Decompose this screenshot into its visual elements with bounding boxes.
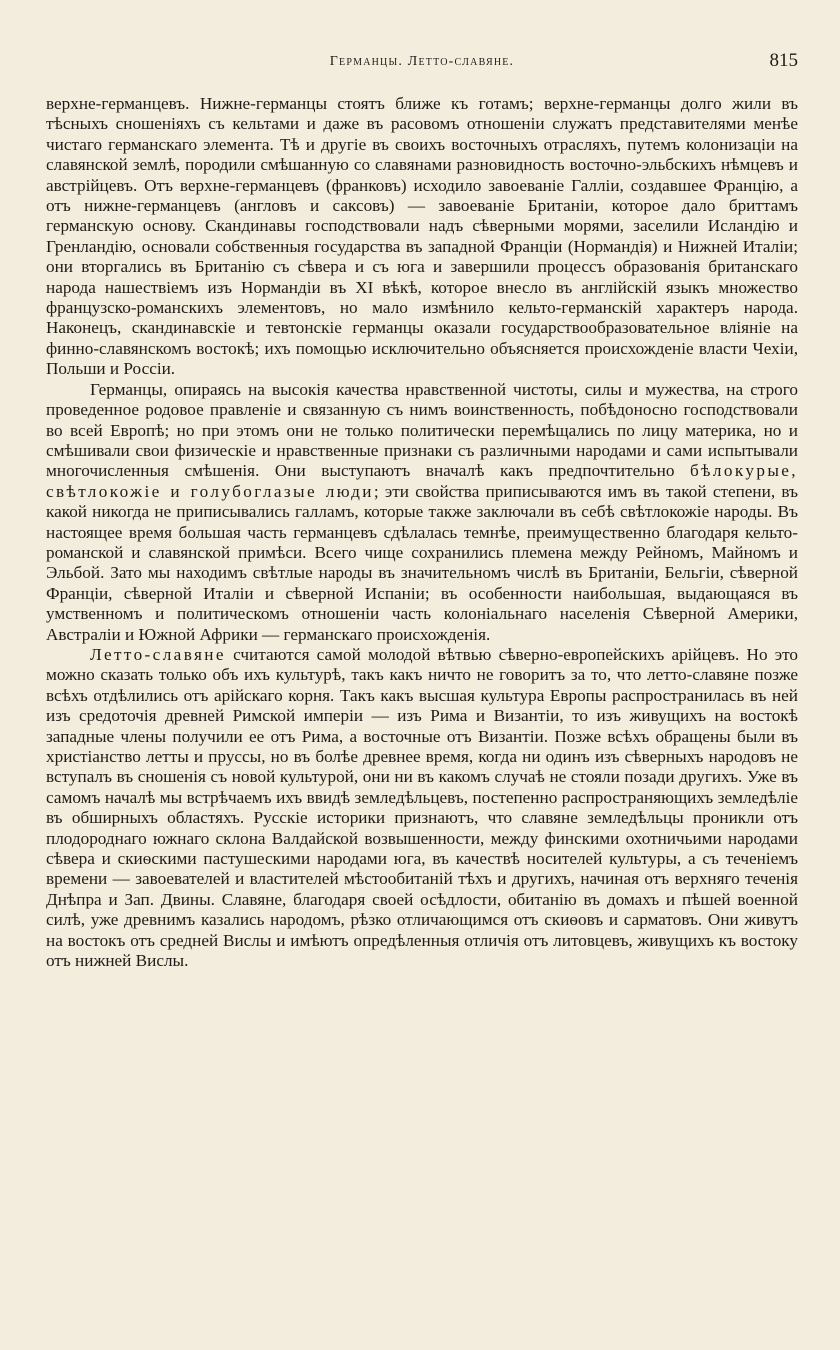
paragraph-germans-qualities: [46, 380, 798, 645]
paragraph-germans-branches: верхне-германцевъ. Нижне-германцы стоятъ ближе къ готамъ; верхне-германцы долго жили въ тѣсныхъ сношеніяхъ съ кельтами и даже въ расовомъ отношеніи служатъ представителями менѣе чистаго германскаго элемента. Тѣ и другіе въ своихъ восточныхъ отрасляхъ, путемъ колонизаціи на славянской землѣ, породили смѣшанную со славянами разновидность восточно-эльбскихъ нѣмцевъ и австрійцевъ. Отъ верхне-германцевъ (франковъ) исходило завоеваніе Галліи, создавшее Францію, а отъ нижне-германцевъ (англовъ и саксовъ) — завоеваніе Британіи, которое дало бриттамъ германскую основу. Скандинавы господствовали надъ сѣверными морями, заселили Исландію и Гренландію, основали собственныя государства въ западной Франціи (Нормандія) и Нижней Италіи; они вторгались въ Британію съ сѣвера и съ юга и завершили процессъ образованія британскаго народа нашествіемъ изъ Нормандіи въ XI вѣкѣ, которое внесло въ англійскій языкъ множество французско-романскихъ элементовъ, но мало измѣнило кельто-германскій характеръ народа. Наконецъ, скандинавскіе и тевтонскіе германцы оказали государствообразовательное вліяніе на финно-славянскомъ востокѣ; ихъ помощью исключительно объясняется происхожденіе власти Чехіи, Польши и Россіи.: [46, 94, 798, 379]
running-head: Германцы. Летто-славяне.: [329, 54, 515, 69]
spaced-emphasis: Летто-славяне: [90, 644, 226, 664]
page-number: 815: [769, 50, 798, 71]
book-page: [46, 44, 798, 1334]
body-text: [46, 94, 798, 971]
paragraph-text: считаются самой молодой вѣтвью сѣверно-европейскихъ арійцевъ. Но это можно сказать только объ ихъ культурѣ, такъ какъ ничто не говоритъ за то, что летто-славяне позже всѣхъ отдѣлились отъ арійскаго корня. Такъ какъ высшая культура Европы распространилась въ ней изъ средоточія древней Римской имперіи — изъ Рима и Византіи, то изъ живущихъ на востокѣ западные члены получили ее отъ Рима, а восточные отъ Византіи. Позже всѣхъ обращены были въ христіанство летты и пруссы, но въ болѣе древнее время, когда ни одинъ изъ сѣверныхъ народовъ не вступалъ въ сношенія съ новой культурой, они ни въ какомъ случаѣ не стояли позади другихъ. Уже въ самомъ началѣ мы встрѣчаемъ ихъ ввидѣ земледѣльцевъ, постепенно распространяющихъ земледѣліе въ обширныхъ областяхъ. Русскіе историки признаютъ, что славяне земледѣльцы проникли отъ плодороднаго южнаго склона Валдайской возвышенности, между финскими охотничьими народами сѣвера и скиѳскими пастушескими народами юга, въ качествѣ носителей культуры, а съ теченіемъ времени — завоевателей и властителей мѣстообитаній тѣхъ и другихъ, начиная отъ верхняго теченія Днѣпра и Зап. Двины. Славяне, благодаря своей осѣдлости, обитанію въ домахъ и пѣшей военной силѣ, уже древнимъ казались народомъ, рѣзко отличающимся отъ скиѳовъ и сарматовъ. Они живутъ на востокъ отъ средней Вислы и имѣютъ опредѣленныя отличія отъ литовцевъ, живущихъ къ востоку отъ нижней Вислы.: [46, 644, 798, 971]
page-header: [46, 44, 798, 74]
paragraph-letto-slavs: [46, 645, 798, 972]
paragraph-text: ; эти свойства приписываются имъ въ такой степени, въ какой никогда не приписывались галламъ, которые также заключали въ себѣ свѣтлокожіе народы. Въ настоящее время большая часть германцевъ сдѣлалась темнѣе, преимущественно благодаря кельто-романской и славянской примѣси. Всего чище сохранились племена между Рейномъ, Майномъ и Эльбой. Зато мы находимъ свѣтлые народы въ значительномъ числѣ въ Британіи, Бельгіи, сѣверной Франціи, сѣверной Италіи и сѣверной Испаніи; въ особенности наибольшая, выдающаяся въ умственномъ и политическомъ отношеніи часть колоніальнаго населенія Сѣверной Америки, Австраліи и Южной Африки — германскаго происхожденія.: [46, 481, 798, 644]
spaced-emphasis: бѣлокурые, свѣтлокожіе и голубоглазые люди: [46, 461, 798, 501]
paragraph-text: Германцы, опираясь на высокія качества нравственной чистоты, силы и мужества, на строго проведенное родовое правленіе и связанную съ нимъ воинственность, побѣдоносно господствовали во всей Европѣ; но при этомъ они не только политически перемѣщались по лицу материка, но и смѣшивали свои физическіе и нравственные признаки съ различными народами и сами испытывали многочисленныя смѣшенія. Они выступаютъ вначалѣ какъ предпочтительно: [46, 379, 798, 481]
